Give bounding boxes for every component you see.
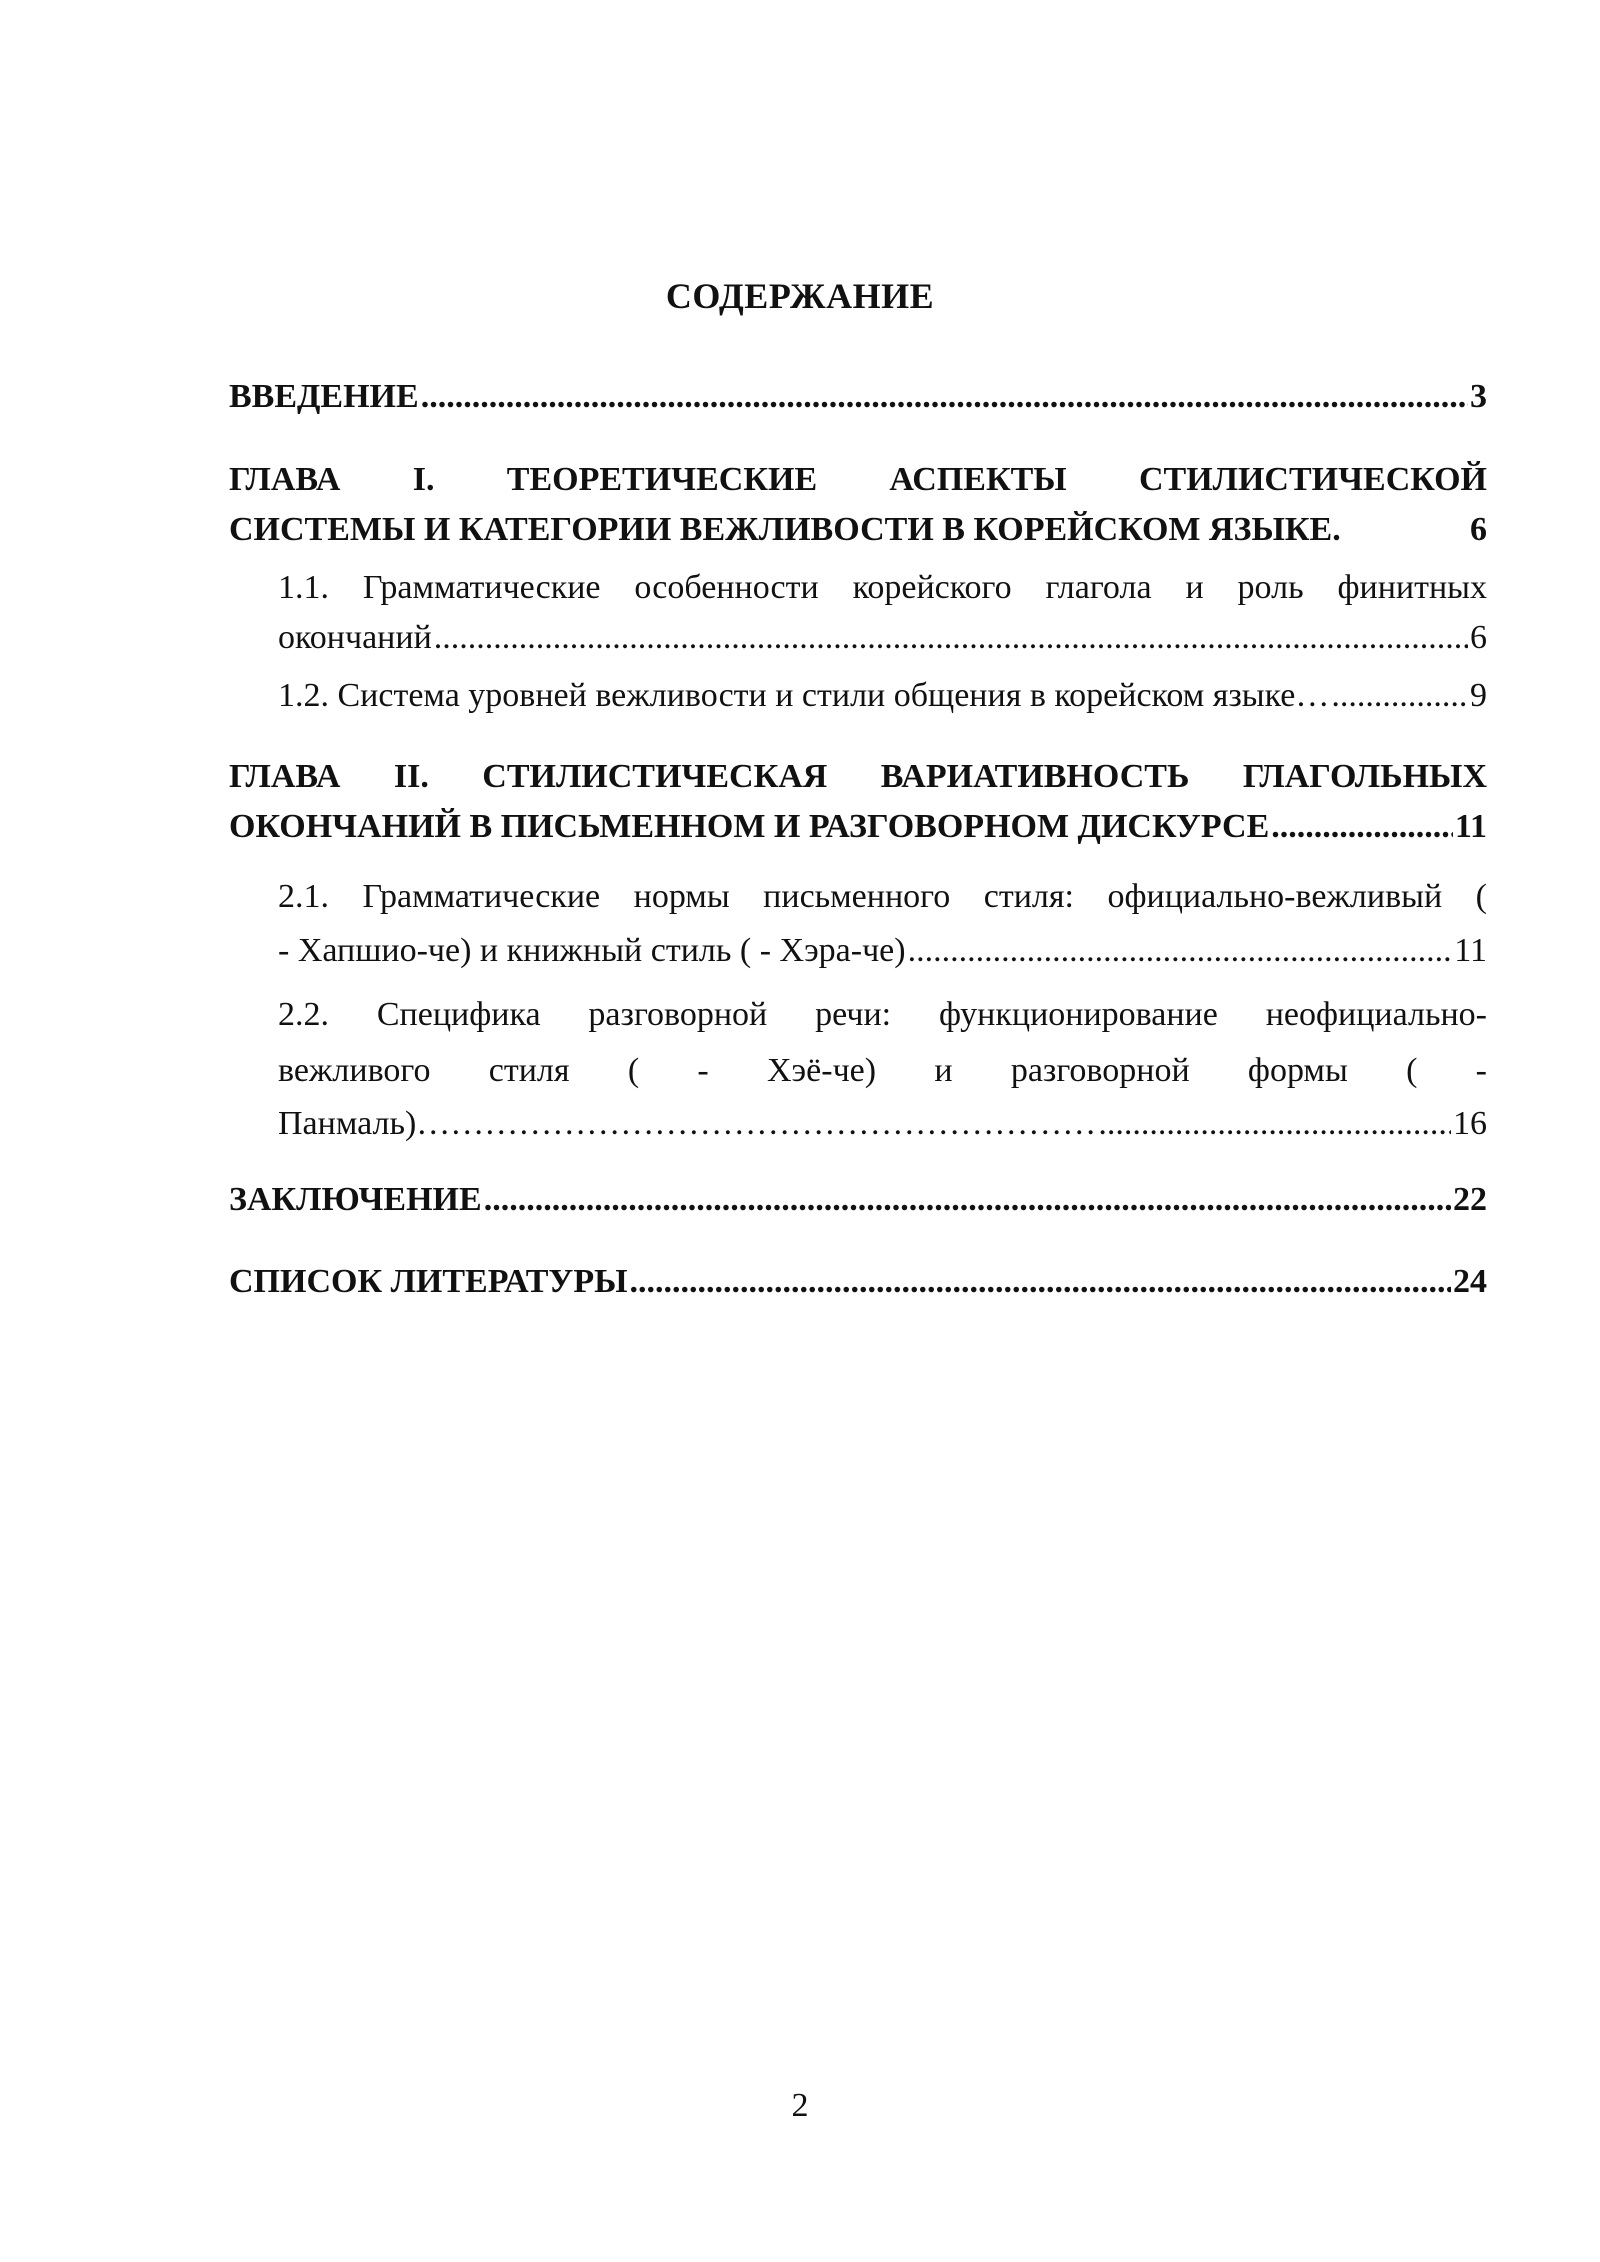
toc-page-number: 16 [1453, 1105, 1487, 1142]
toc-title: СОДЕРЖАНИЕ [665, 276, 935, 316]
dot-leader [421, 372, 1468, 422]
toc-entry-conclusion[interactable] [229, 1175, 1487, 1225]
toc-entry-line: 1.1. Грамматические особенности корейского глагола и роль финитных [278, 569, 1487, 606]
toc-entry-label: - Хапшио-че) и книжный стиль ( - Хэра-че) [278, 932, 906, 969]
dot-leader [1098, 1099, 1451, 1149]
toc-entry-label: 1.2. Система уровней вежливости и стили общения в корейском языке… [278, 677, 1330, 714]
toc-entry-label: ВВЕДЕНИЕ [229, 378, 419, 415]
toc-page-number: 6 [1470, 619, 1487, 656]
dot-leader [908, 926, 1453, 976]
dot-leader [1331, 671, 1468, 721]
toc-entry-section-2-1[interactable] [278, 868, 1487, 976]
toc-page-number: 22 [1453, 1181, 1487, 1218]
toc-entry-line: ГЛАВА II. СТИЛИСТИЧЕСКАЯ ВАРИАТИВНОСТЬ ГЛАГОЛЬНЫХ [229, 758, 1487, 795]
toc-entry-label: ОКОНЧАНИЙ В ПИСЬМЕННОМ И РАЗГОВОРНОМ ДИСКУРСЕ [229, 808, 1270, 845]
toc-entry-line: 2.1. Грамматические нормы письменного стиля: официально-вежливый ( [278, 878, 1487, 915]
toc-page-number: 24 [1453, 1263, 1487, 1300]
toc-page-number: 11 [1454, 808, 1487, 845]
toc-entry-label: окончаний [278, 619, 432, 656]
toc-entry-label: Панмаль)…………………………………………………… [278, 1105, 1097, 1142]
toc-page-number: 6 [1470, 511, 1487, 548]
toc-entry-label: СИСТЕМЫ И КАТЕГОРИИ ВЕЖЛИВОСТИ В КОРЕЙСКОМ ЯЗЫКЕ. [229, 511, 1341, 548]
toc-entry-label: СПИСОК ЛИТЕРАТУРЫ [229, 1263, 628, 1300]
toc-page-number: 3 [1470, 378, 1487, 415]
toc-entry-chapter-2[interactable] [229, 752, 1487, 852]
toc-page-number: 11 [1454, 932, 1487, 969]
toc-entry-line: ГЛАВА I. ТЕОРЕТИЧЕСКИЕ АСПЕКТЫ СТИЛИСТИЧЕСКОЙ [229, 461, 1487, 498]
toc-entry-intro[interactable] [229, 372, 1487, 422]
toc-entry-section-1-2[interactable] [278, 671, 1487, 721]
toc-entry-references[interactable] [229, 1257, 1487, 1307]
toc-entry-section-2-2[interactable] [278, 987, 1487, 1149]
page-number: 2 [791, 2087, 809, 2124]
dot-leader [434, 613, 1468, 663]
toc-entry-line: 2.2. Специфика разговорной речи: функционирование неофициально- [278, 996, 1487, 1033]
dot-leader [1271, 802, 1453, 852]
toc-entry-section-1-1[interactable] [278, 563, 1487, 663]
toc-entry-chapter-1[interactable] [229, 455, 1487, 555]
toc-entry-line: вежливого стиля ( - Хэё-че) и разговорной формы ( - [278, 1052, 1487, 1089]
dot-leader [484, 1175, 1451, 1225]
dot-leader [630, 1257, 1451, 1307]
toc-entry-label: ЗАКЛЮЧЕНИЕ [229, 1181, 482, 1218]
toc-page-number: 9 [1470, 677, 1487, 714]
